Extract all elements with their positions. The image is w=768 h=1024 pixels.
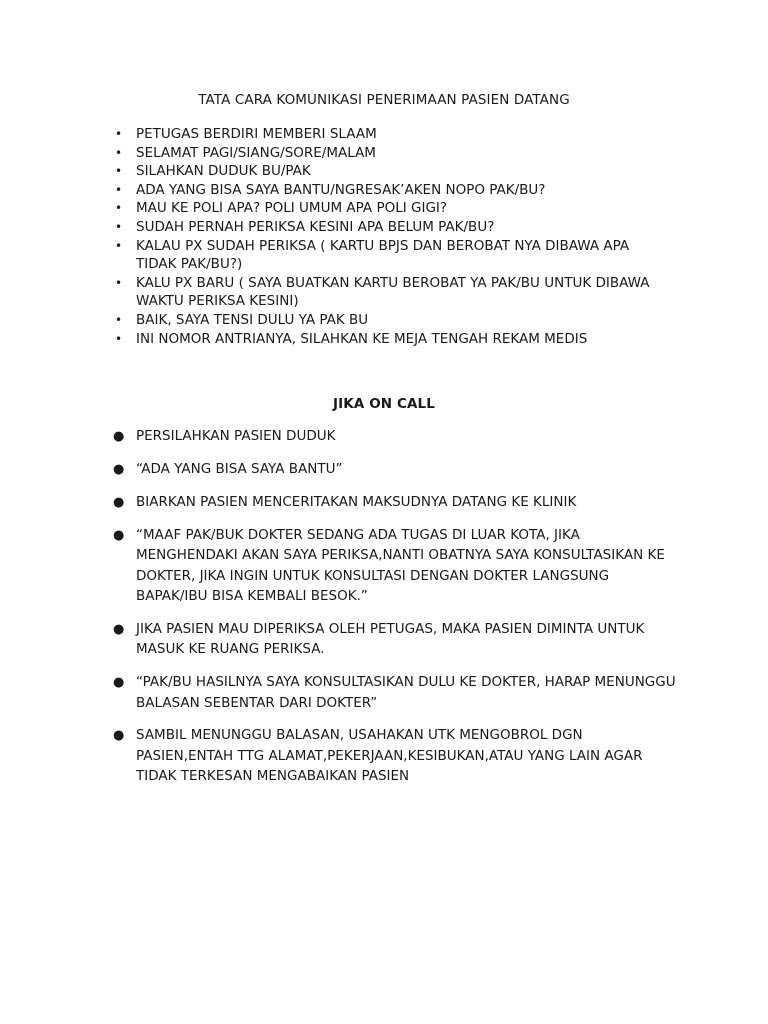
on-call-steps-list	[112, 426, 684, 799]
list-item	[112, 125, 672, 144]
list-item-text: SAMBIL MENUNGGU BALASAN, USAHAKAN UTK MENGOBROL DGN PASIEN,ENTAH TTG ALAMAT,PEKERJAAN,KESIBUKAN,ATAU YANG LAIN AGAR TIDAK TERKESAN MENGABAIKAN PASIEN	[136, 727, 643, 785]
list-item-text: ADA YANG BISA SAYA BANTU/NGRESAK’AKEN NOPO PAK/BU?	[136, 181, 546, 198]
list-item-text: SUDAH PERNAH PERIKSA KESINI APA BELUM PAK/BU?	[136, 218, 495, 235]
list-item-text: “ADA YANG BISA SAYA BANTU”	[136, 460, 343, 477]
list-item	[112, 199, 672, 218]
bullet-icon: ●	[113, 494, 125, 510]
list-item-text: PERSILAHKAN PASIEN DUDUK	[136, 428, 336, 444]
bullet-icon: ●	[113, 527, 125, 543]
bullet-icon: •	[115, 219, 123, 234]
bullet-icon: •	[115, 182, 123, 197]
bullet-icon: •	[115, 312, 123, 327]
list-item	[112, 144, 672, 163]
list-item-text: SELAMAT PAGI/SIANG/SORE/MALAM	[136, 144, 376, 161]
list-item	[112, 619, 684, 660]
bullet-icon: ●	[113, 728, 125, 744]
list-item-text: “MAAF PAK/BUK DOKTER SEDANG ADA TUGAS DI LUAR KOTA, JIKA MENGHENDAKI AKAN SAYA PERIKSA,NANTI OBATNYA SAYA KONSULTASIKAN KE DOKTER, JIKA INGIN UNTUK KONSULTASI DENGAN DOKTER LANGSUNG BAPAK/IBU BISA KEMBALI BESOK.”	[136, 526, 665, 604]
list-item	[112, 459, 684, 479]
list-item-text: PETUGAS BERDIRI MEMBERI SLAAM	[136, 126, 377, 142]
bullet-icon: •	[115, 331, 123, 346]
list-item-text: KALU PX BARU ( SAYA BUATKAN KARTU BEROBAT YA PAK/BU UNTUK DIBAWA WAKTU PERIKSA KESINI)	[136, 274, 650, 310]
list-item-text: BAIK, SAYA TENSI DULU YA PAK BU	[136, 311, 369, 328]
list-item	[112, 725, 684, 786]
list-item	[112, 492, 684, 512]
list-item-text: MAU KE POLI APA? POLI UMUM APA POLI GIGI?	[136, 200, 448, 217]
list-item	[112, 672, 684, 713]
list-item	[112, 426, 684, 446]
list-item-text: BIARKAN PASIEN MENCERITAKAN MAKSUDNYA DATANG KE KLINIK	[136, 493, 577, 510]
bullet-icon: •	[115, 127, 123, 141]
list-item-text: KALAU PX SUDAH PERIKSA ( KARTU BPJS DAN BEROBAT NYA DIBAWA APA TIDAK PAK/BU?)	[136, 237, 630, 273]
list-item	[112, 274, 672, 311]
list-item	[112, 311, 672, 330]
list-item	[112, 218, 672, 237]
page-title: TATA CARA KOMUNIKASI PENERIMAAN PASIEN DATANG	[198, 92, 570, 108]
list-item-text: “PAK/BU HASILNYA SAYA KONSULTASIKAN DULU KE DOKTER, HARAP MENUNGGU BALASAN SEBENTAR DARI DOKTER”	[136, 674, 676, 711]
bullet-icon: •	[115, 275, 123, 290]
list-item	[112, 162, 672, 181]
list-item-text: INI NOMOR ANTRIANYA, SILAHKAN KE MEJA TENGAH REKAM MEDIS	[136, 330, 588, 347]
list-item	[112, 237, 672, 274]
bullet-icon: ●	[113, 675, 125, 691]
reception-steps-list	[112, 125, 672, 348]
list-item	[112, 525, 684, 607]
bullet-icon: •	[115, 164, 123, 179]
bullet-icon: ●	[113, 429, 125, 444]
list-item	[112, 181, 672, 200]
bullet-icon: ●	[113, 621, 125, 637]
bullet-icon: ●	[113, 461, 125, 477]
list-item	[112, 330, 672, 349]
list-item-text: SILAHKAN DUDUK BU/PAK	[136, 163, 311, 180]
section-title-on-call: JIKA ON CALL	[333, 396, 435, 412]
bullet-icon: •	[115, 238, 123, 253]
bullet-icon: •	[115, 201, 123, 216]
list-item-text: JIKA PASIEN MAU DIPERIKSA OLEH PETUGAS, MAKA PASIEN DIMINTA UNTUK MASUK KE RUANG PERIKSA.	[136, 620, 645, 658]
bullet-icon: •	[115, 145, 123, 160]
